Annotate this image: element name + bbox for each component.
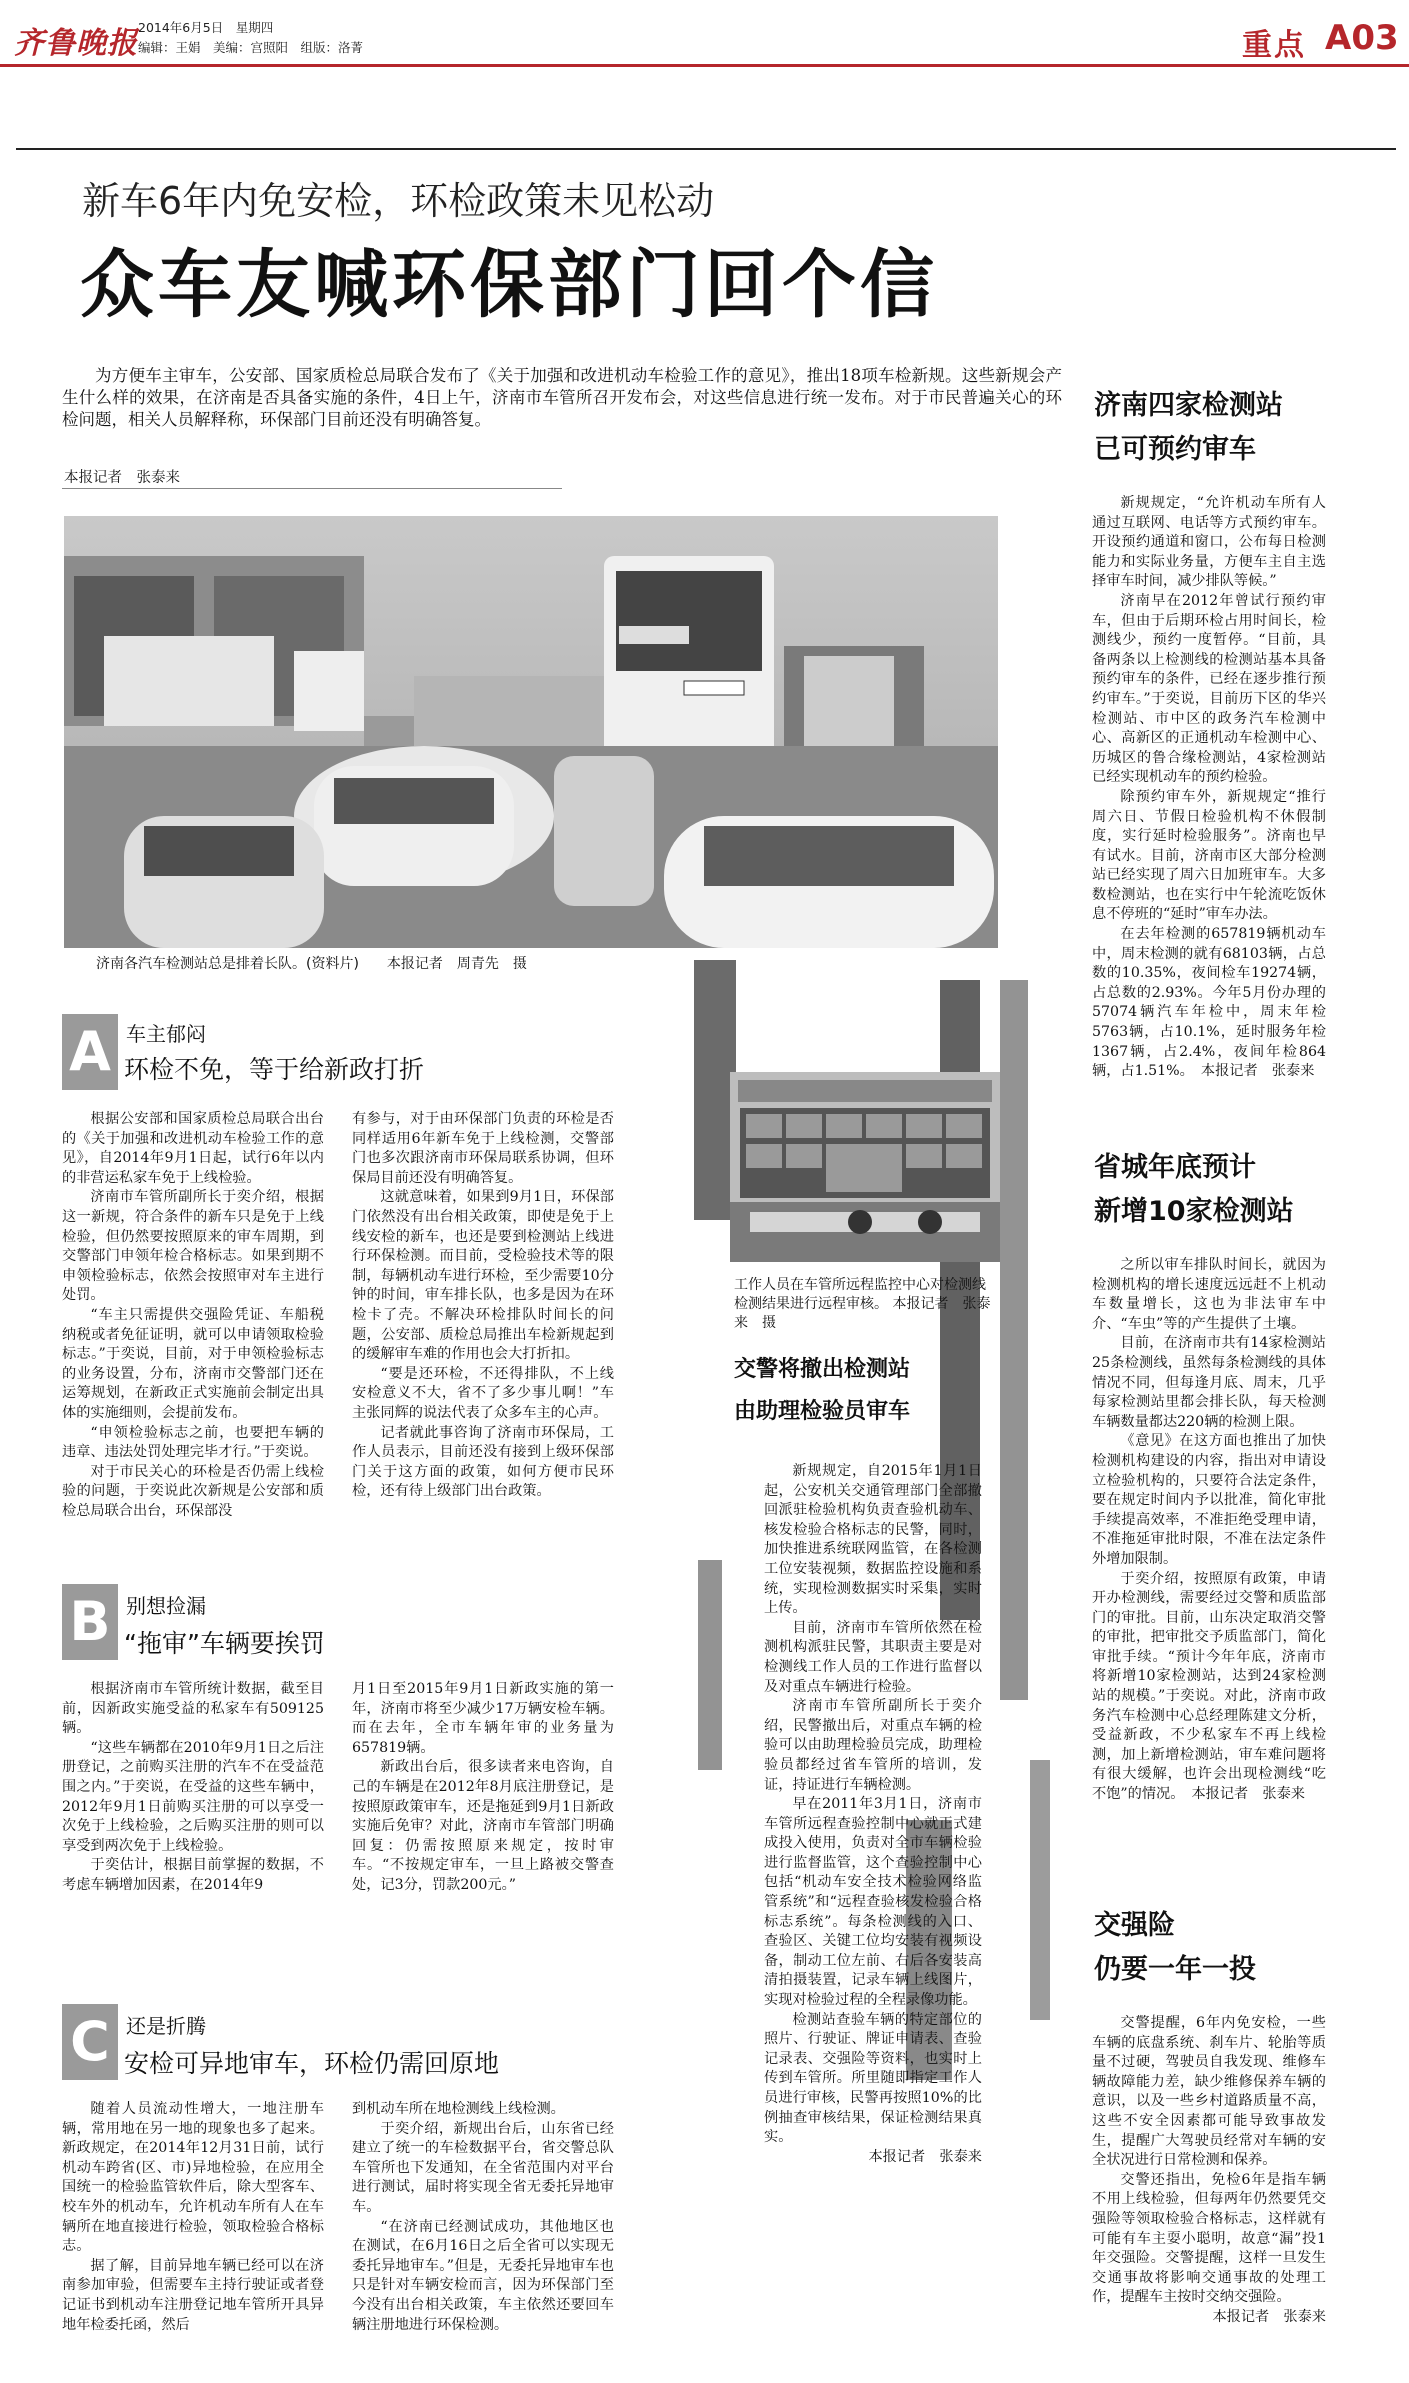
section-a-letter: A [62,1014,118,1090]
section-c-kicker: 还是折腾 [126,2014,206,2038]
section-a-paragraph: 对于市民关心的环检是否仍需上线检验的问题，于奕说此次新规是公安部和质检总局联合出台，环保部没 [62,1463,324,1519]
date-line: 2014年6月5日 星期四 [138,20,274,35]
section-c-title: 安检可异地审车，环检仍需回原地 [124,2049,500,2078]
section-a-col2 [352,1110,614,1502]
middle-title-line2: 由助理检验员审车 [734,1399,911,1424]
section-a-kicker: 车主郁闷 [126,1022,206,1046]
section-b-paragraph: “这些车辆都在2010年9月1日之后注册登记，之前购买注册的汽车不在受益范围之内。”于奕说，在受益的这些车辆中，2012年9月1日前购买注册的可以享受一次免于上线检验，之后购买注册的则可以享受到两次免于上线检验。 [62,1739,324,1854]
section-c-col1 [62,2100,324,2335]
section-b-col1 [62,1680,324,1896]
section-a-title: 环检不免，等于给新政打折 [124,1055,425,1084]
right-paragraph: 除预约审车外，新规规定“推行周六日、节假日检验机构不休假制度，实行延时检验服务”。济南也早有试水。目前，济南市区大部分检测站已经实现了周六日加班审车。大多数检测站，也在实行中午轮流吃饭休息不停班的“延时”审车办法。 [1092,788,1326,923]
kicker: 新车6年内免安检，环检政策未见松动 [82,179,715,223]
newspaper-logo: 齐鲁晚报 [14,26,138,61]
byline: 本报记者 张泰来 [64,470,180,486]
control-room-photo [730,1072,1000,1262]
photo-caption: 济南各汽车检测站总是排着长队。(资料片) 本报记者 周青先 摄 [96,956,527,972]
section-b-title: “拖审”车辆要挨罚 [124,1629,325,1658]
middle-paragraph: 新规规定，自2015年1月1日起，公安机关交通管理部门全部撤回派驻检验机构负责查验机动车、核发检验合格标志的民警，同时，加快推进系统联网监管，在各检测工位安装视频，数据监控设施和系统，实现检测数据实时采集，实时上传。 [764,1463,982,1617]
section-c-col2 [352,2100,614,2335]
byline-rule [62,488,562,489]
right-byline: 本报记者 张泰来 [1212,2308,1326,2325]
main-photo [64,516,998,948]
section-a-paragraph: “车主只需提供交强险凭证、车船税纳税或者免征证明，就可以申请领取检验标志。”于奕说，目前，对于申领检验标志的业务设置，分布，济南市交警部门还在运筹规划，在新政正式实施前会制定出具体的实施细则，会提前发布。 [62,1306,324,1421]
right-title1-line2: 已可预约审车 [1094,434,1256,465]
right-body3 [1092,2014,1326,2328]
section-c-letter: C [62,2004,118,2080]
decorative-texture [1030,1760,1050,2020]
section-a-paragraph: 济南市车管所副所长于奕介绍，根据这一新规，符合条件的新车只是免于上线检验，但仍然要按照原来的审车周期，到交警部门申领年检合格标志。如果到期不申领检验标志，依然会按照审对车主进行处罚。 [62,1189,324,1304]
right-body2 [1092,1256,1326,1805]
section-b-letter: B [62,1584,118,1660]
lead-paragraph: 为方便车主审车，公安部、国家质检总局联合发布了《关于加强和改进机动车检验工作的意见》，推出18项车检新规。这些新规会产生什么样的效果，在济南是否具备实施的条件，4日上午，济南市车管所召开发布会，对这些信息进行统一发布。对于市民普遍关心的环检问题，相关人员解释称，环保部门目前还没有明确答复。 [62,366,1062,429]
right-paragraph: 在去年检测的657819辆机动车中，周末检测的就有68103辆，占总数的10.35%，夜间检车19274辆，占总数的2.93%。今年5月份办理的57074辆汽车年检中，周末年检5763辆，占10.1%，延时服务年检1367辆，占2.4%，夜间年检864辆，占1.51%。 本报记者 张泰来 [1092,926,1326,1080]
middle-body [764,1462,982,2167]
section-a-paragraph: 根据公安部和国家质检总局联合出台的《关于加强和改进机动车检验工作的意见》，自2014年9月1日起，试行6年以内的非营运私家车免于上线检验。 [62,1111,324,1186]
monitoring-photo-caption: 工作人员在车管所远程监控中心对检测线检测结果进行远程审核。 本报记者 张泰来 摄 [734,1277,991,1331]
section-b-paragraph: 根据济南市车管所统计数据，截至目前，因新政实施受益的私家车有509125辆。 [62,1681,324,1737]
section-tag: 重点 [1242,28,1306,63]
middle-paragraph: 济南市车管所副所长于奕介绍，民警撤出后，对重点车辆的检验可以由助理检验员完成，助理检验员都经过省车管所的培训，发证，持证进行车辆检测。 [764,1698,982,1793]
section-b-kicker: 别想捡漏 [126,1594,206,1618]
right-title1-line1: 济南四家检测站 [1094,390,1283,421]
section-b-paragraph: 于奕估计，根据目前掌握的数据，不考虑车辆增加因素，在2014年9 [62,1857,324,1893]
headline: 众车友喊环保部门回个信 [80,242,938,328]
traffic-queue-photo [64,516,998,948]
section-c-paragraph: “在济南已经测试成功，其他地区也在测试，在6月16日之后全省可以实现无委托异地审车。”但是，无委托异地审车也只是针对车辆安检而言，因为环保部门至今没有出台相关政策，车主依然还要回车辆注册地进行环保检测。 [352,2218,614,2333]
middle-paragraph: 目前，济南市车管所依然在检测机构派驻民警，其职责主要是对检测线工作人员的工作进行监督以及对重点车辆进行检验。 [764,1619,982,1695]
right-title2-line1: 省城年底预计 [1094,1152,1256,1183]
section-a-paragraph: 这就意味着，如果到9月1日，环保部门依然没有出台相关政策，即使是免于上线安检的新车，也还是要到检测站上线进行环保检测。而目前，受检验技术等的限制，每辆机动车进行环检，至少需要10分钟的时间，审车排长队，也多是因为在环检卡了壳。不解决环检排队时间长的问题，公安部、质检总局推出车检新规起到的缓解审车难的作用也会大打折扣。 [352,1189,614,1363]
right-title3-line1: 交强险 [1094,1910,1175,1941]
staff-line: 编辑：王娟 美编：宫照阳 组版：洛菁 [138,40,364,55]
section-c-paragraph: 据了解，目前异地车辆已经可以在济南参加审验，但需要车主持行驶证或者登记证书到机动车注册登记地车管所开具异地年检委托函，然后 [62,2257,324,2333]
right-paragraph: 《意见》在这方面也推出了加快检测机构建设的内容，指出对申请设立检验机构的，只要符合法定条件，要在规定时间内予以批准，简化审批手续提高效率，不准拒绝受理申请，不准拖延审批时限，不准在法定条件外增加限制。 [1092,1433,1326,1567]
right-paragraph: 交警提醒，6年内免安检，一些车辆的底盘系统、刹车片、轮胎等质量不过硬，驾驶员自我发现、维修车辆故障能力差，缺少维修保养车辆的意识，以及一些乡村道路质量不高，这些不安全因素都可能导致事故发生，提醒广大驾驶员经常对车辆的安全状况进行日常检测和保养。 [1092,2015,1326,2169]
middle-title-line1: 交警将撤出检测站 [734,1357,911,1382]
section-a-paragraph: 记者就此事咨询了济南市环保局，工作人员表示，目前还没有接到上级环保部门关于这方面的政策，如何方便市民环检，还有待上级部门出台政策。 [352,1424,614,1500]
right-paragraph: 之所以审车排队时间长，就因为检测机构的增长速度远远赶不上机动车数量增长，这也为非法审车中介、“车虫”等的产生提供了土壤。 [1092,1257,1326,1332]
right-paragraph: 济南早在2012年曾试行预约审车，但由于后期环检占用时间长，检测线少，预约一度暂停。“目前，具备两条以上检测线的检测站基本具备预约审车的条件，已经在逐步推行预约审车。”于奕说，目前历下区的华兴检测站、市中区的政务汽车检测中心、高新区的正通机动车检测中心、历城区的鲁合缘检测站，4家检测站已经实现机动车的预约检验。 [1092,592,1326,786]
monitoring-photo [730,1072,1000,1262]
decorative-texture [1000,980,1028,1700]
right-body1 [1092,494,1326,1082]
section-b-paragraph: 月1日至2015年9月1日新政实施的第一年，济南市将至少减少17万辆安检车辆。而在去年，全市车辆年审的业务量为657819辆。 [352,1681,614,1756]
decorative-texture [698,1560,722,1770]
middle-paragraph: 检测站查验车辆的特定部位的照片、行驶证、牌证申请表、查验记录表、交强险等资料，也实时上传到车管所。所里随即指定工作人员进行审核，民警再按照10%的比例抽查审核结果，保证检测结果真实。 [764,2011,982,2146]
section-a-col1 [62,1110,324,1521]
right-paragraph: 交警还指出，免检6年是指车辆不用上线检验，但每两年仍然要凭交强险等领取检验合格标志，这样就有可能有车主耍小聪明，故意“漏”投1年交强险。交警提醒，这样一旦发生交通事故将影响交通事故的处理工作，提醒车主按时交纳交强险。 [1092,2171,1326,2306]
middle-byline: 本报记者 张泰来 [868,2148,982,2165]
section-b-paragraph: 新政出台后，很多读者来电咨询，自己的车辆是在2012年8月底注册登记，是按照原政策审车，还是拖延到9月1日新政实施后免审？对此，济南市车管部门明确回复：仍需按照原来规定，按时审车。“不按规定审车，一旦上路被交警查处，记3分，罚款200元。” [352,1759,614,1893]
section-c-paragraph: 随着人员流动性增大，一地注册车辆，常用地在另一地的现象也多了起来。新政规定，在2014年12月31日前，试行机动车跨省(区、市)异地检验，在应用全国统一的检验监管软件后，除大型客车、校车外的机动车，允许机动车所有人在车辆所在地直接进行检验，领取检验合格标志。 [62,2101,324,2255]
right-paragraph: 于奕介绍，按照原有政策，申请开办检测线，需要经过交警和质监部门的审批。目前，山东决定取消交警的审批，把审批交予质监部门，简化审批手续。“预计今年年底，济南市将新增10家检测站，达到24家检测站的规模。”于奕说。对此，济南市政务汽车检测中心总经理陈建文分析，受益新政，不少私家车不再上线检测，加上新增检测站，审车难问题将有很大缓解，也许会出现检测线“吃不饱”的情况。 本报记者 张泰来 [1092,1570,1326,1803]
section-a-paragraph: “申领检验标志之前，也要把车辆的违章、违法处罚处理完毕才行。”于奕说。 [62,1424,324,1461]
right-paragraph: 目前，在济南市共有14家检测站25条检测线，虽然每条检测线的具体情况不同，但每逢月底、周末，几乎每家检测站里都会排长队，每天检测车辆数量都达220辆的检测上限。 [1092,1335,1326,1430]
right-title2-line2: 新增10家检测站 [1094,1196,1294,1227]
middle-paragraph: 早在2011年3月1日，济南市车管所远程查验控制中心就正式建成投入使用，负责对全市车辆检验进行监督监管，这个查验控制中心包括“机动车安全技术检验网络监管系统”和“远程查验核发检验合格标志系统”。每条检测线的入口、查验区、关键工位均安装有视频设备，制动工位左前、右后各安装高清拍摄装置，记录车辆上线图片，实现对检验过程的全程录像功能。 [764,1796,982,2009]
section-c-paragraph: 于奕介绍，新规出台后，山东省已经建立了统一的车检数据平台，省交警总队车管所也下发通知，在全省范围内对平台进行测试，届时将实现全省无委托异地审车。 [352,2120,614,2215]
section-b-col2 [352,1680,614,1896]
right-title3-line2: 仍要一年一投 [1094,1954,1256,1985]
header-rule [16,148,1396,150]
section-a-paragraph: 有参与，对于由环保部门负责的环检是否同样适用6年新车免于上线检测，交警部门也多次跟济南市环保局联系协调，但环保局目前还没有明确答复。 [352,1111,614,1186]
masthead-rule [0,64,1409,67]
section-c-paragraph: 到机动车所在地检测线上线检测。 [352,2101,565,2117]
page-number: A03 [1325,18,1399,58]
right-paragraph: 新规规定，“允许机动车所有人通过互联网、电话等方式预约审车。开设预约通道和窗口，公布每日检测能力和实际业务量，方便车主自主选择审车时间，减少排队等候。” [1092,495,1326,590]
section-a-paragraph: “要是还环检，不还得排队，不上线安检意义不大，省不了多少事儿啊！”车主张同辉的说法代表了众多车主的心声。 [352,1365,614,1421]
